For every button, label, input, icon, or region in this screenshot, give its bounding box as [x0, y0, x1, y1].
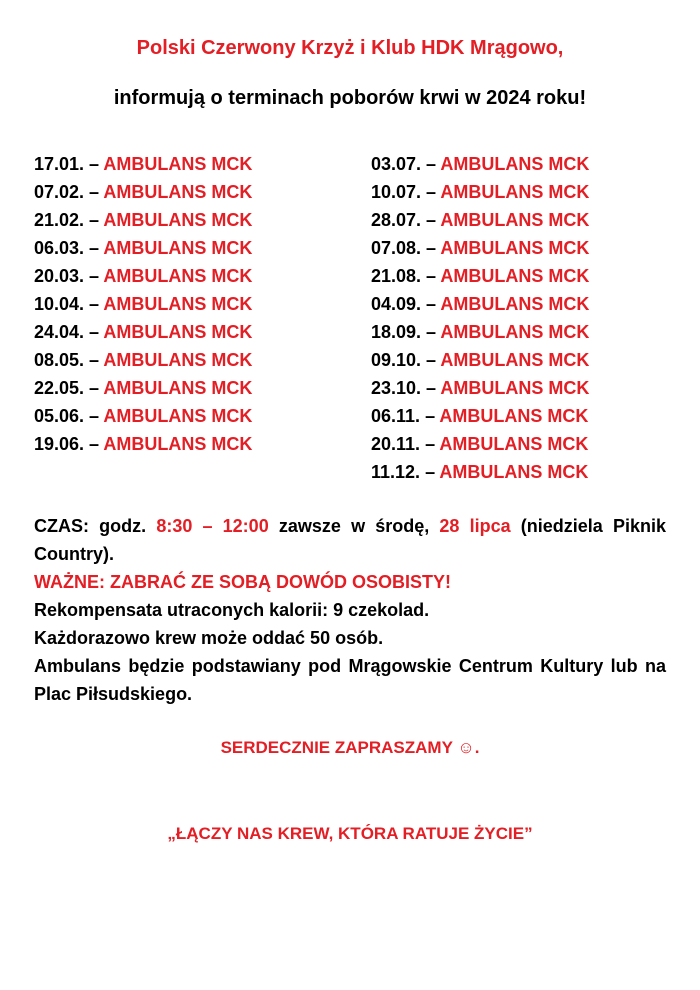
schedule-row: [371, 150, 589, 178]
schedule-row: [371, 178, 589, 206]
schedule-place: AMBULANS MCK: [103, 238, 253, 258]
schedule-row: [371, 262, 589, 290]
schedule-row: [371, 206, 589, 234]
schedule-place: AMBULANS MCK: [103, 350, 253, 370]
schedule-separator: –: [84, 266, 104, 286]
schedule-place: AMBULANS MCK: [440, 378, 590, 398]
schedule-date: 06.03.: [34, 238, 85, 258]
schedule-row: [34, 346, 252, 374]
schedule-place: AMBULANS MCK: [439, 406, 589, 426]
schedule-place: AMBULANS MCK: [440, 294, 590, 314]
schedule-separator: –: [421, 266, 441, 286]
schedule-separator: –: [421, 350, 441, 370]
time-line: [34, 512, 666, 568]
schedule-row: [371, 374, 589, 402]
schedule-separator: –: [421, 238, 441, 258]
schedule-row: [371, 402, 589, 430]
schedule-place: AMBULANS MCK: [439, 462, 589, 482]
important-notice: WAŻNE: ZABRAĆ ZE SOBĄ DOWÓD OSOBISTY!: [34, 572, 451, 592]
schedule-separator: –: [420, 462, 440, 482]
exception-note: (niedziela Piknik Country).: [34, 516, 666, 564]
schedule-date: 23.10.: [371, 378, 422, 398]
schedule-place: AMBULANS MCK: [440, 238, 590, 258]
schedule-row: [34, 430, 252, 458]
schedule-separator: –: [421, 210, 441, 230]
schedule-place: AMBULANS MCK: [103, 154, 253, 174]
schedule-separator: –: [421, 154, 441, 174]
schedule-row: [371, 346, 589, 374]
schedule-separator: –: [84, 210, 104, 230]
schedule-row: [34, 150, 252, 178]
schedule-row: [34, 374, 252, 402]
schedule-separator: –: [421, 322, 441, 342]
schedule-separator: –: [84, 350, 104, 370]
schedule-date: 24.04.: [34, 322, 85, 342]
schedule-separator: –: [84, 238, 104, 258]
schedule-separator: –: [84, 378, 104, 398]
schedule-separator: –: [421, 294, 441, 314]
schedule-date: 18.09.: [371, 322, 422, 342]
schedule-separator: –: [84, 406, 104, 426]
schedule-date: 07.02.: [34, 182, 85, 202]
schedule-row: [34, 234, 252, 262]
schedule-date: 21.02.: [34, 210, 85, 230]
time-value: 8:30 – 12:00: [156, 516, 269, 536]
schedule-separator: –: [420, 434, 440, 454]
schedule-place: AMBULANS MCK: [439, 434, 589, 454]
schedule-date: 20.11.: [371, 434, 421, 454]
schedule-date: 04.09.: [371, 294, 422, 314]
schedule-date: 05.06.: [34, 406, 85, 426]
schedule-separator: –: [420, 406, 440, 426]
motto: „ŁĄCZY NAS KREW, KTÓRA RATUJE ŻYCIE”: [167, 824, 533, 843]
schedule-date: 17.01.: [34, 154, 85, 174]
schedule-row: [34, 262, 252, 290]
schedule-date: 09.10.: [371, 350, 422, 370]
schedule-date: 20.03.: [34, 266, 85, 286]
schedule-place: AMBULANS MCK: [440, 266, 590, 286]
schedule-place: AMBULANS MCK: [440, 210, 590, 230]
schedule-date: 08.05.: [34, 350, 85, 370]
schedule-place: AMBULANS MCK: [103, 378, 253, 398]
schedule-date: 07.08.: [371, 238, 422, 258]
schedule-place: AMBULANS MCK: [440, 350, 590, 370]
info-section: [34, 512, 666, 708]
schedule-date: 06.11.: [371, 406, 421, 426]
schedule-row: [34, 290, 252, 318]
compensation-note: Rekompensata utraconych kalorii: 9 czekolad.: [34, 600, 430, 620]
schedule-row: [34, 402, 252, 430]
schedule-separator: –: [84, 434, 104, 454]
schedule-place: AMBULANS MCK: [440, 322, 590, 342]
schedule-date: 10.07.: [371, 182, 422, 202]
schedule-place: AMBULANS MCK: [103, 406, 253, 426]
invitation: SERDECZNIE ZAPRASZAMY ☺.: [220, 738, 480, 757]
schedule-place: AMBULANS MCK: [103, 322, 253, 342]
schedule-row: [371, 430, 589, 458]
schedule-place: AMBULANS MCK: [103, 210, 253, 230]
exception-date: 28 lipca: [439, 516, 511, 536]
location-note: Ambulans będzie podstawiany pod Mrągowskie Centrum Kultury lub na Plac Piłsudskiego.: [34, 656, 666, 704]
schedule-separator: –: [84, 294, 104, 314]
schedule-place: AMBULANS MCK: [103, 182, 253, 202]
schedule-place: AMBULANS MCK: [440, 182, 590, 202]
page-subtitle: informują o terminach poborów krwi w 2024 roku!: [113, 87, 587, 109]
schedule-row: [34, 178, 252, 206]
page-title: Polski Czerwony Krzyż i Klub HDK Mrągowo,: [136, 37, 564, 59]
schedule-row: [34, 206, 252, 234]
schedule-row: [371, 458, 589, 486]
schedule-column-left: [34, 150, 252, 458]
schedule-place: AMBULANS MCK: [440, 154, 590, 174]
schedule-column-right: [371, 150, 589, 486]
time-label: CZAS: godz.: [34, 516, 147, 536]
schedule-row: [371, 290, 589, 318]
schedule-date: 28.07.: [371, 210, 422, 230]
schedule-separator: –: [84, 182, 104, 202]
schedule-separator: –: [421, 378, 441, 398]
schedule-place: AMBULANS MCK: [103, 434, 253, 454]
schedule-separator: –: [421, 182, 441, 202]
schedule-separator: –: [84, 322, 104, 342]
schedule-row: [371, 318, 589, 346]
schedule-date: 10.04.: [34, 294, 85, 314]
schedule-separator: –: [84, 154, 104, 174]
schedule-place: AMBULANS MCK: [103, 294, 253, 314]
schedule-date: 21.08.: [371, 266, 422, 286]
schedule-row: [34, 318, 252, 346]
time-weekday: zawsze w środę,: [278, 516, 430, 536]
schedule-date: 22.05.: [34, 378, 85, 398]
schedule-date: 19.06.: [34, 434, 85, 454]
schedule-date: 03.07.: [371, 154, 422, 174]
schedule-row: [371, 234, 589, 262]
schedule-date: 11.12.: [371, 462, 421, 482]
capacity-note: Każdorazowo krew może oddać 50 osób.: [34, 628, 384, 648]
schedule-place: AMBULANS MCK: [103, 266, 253, 286]
